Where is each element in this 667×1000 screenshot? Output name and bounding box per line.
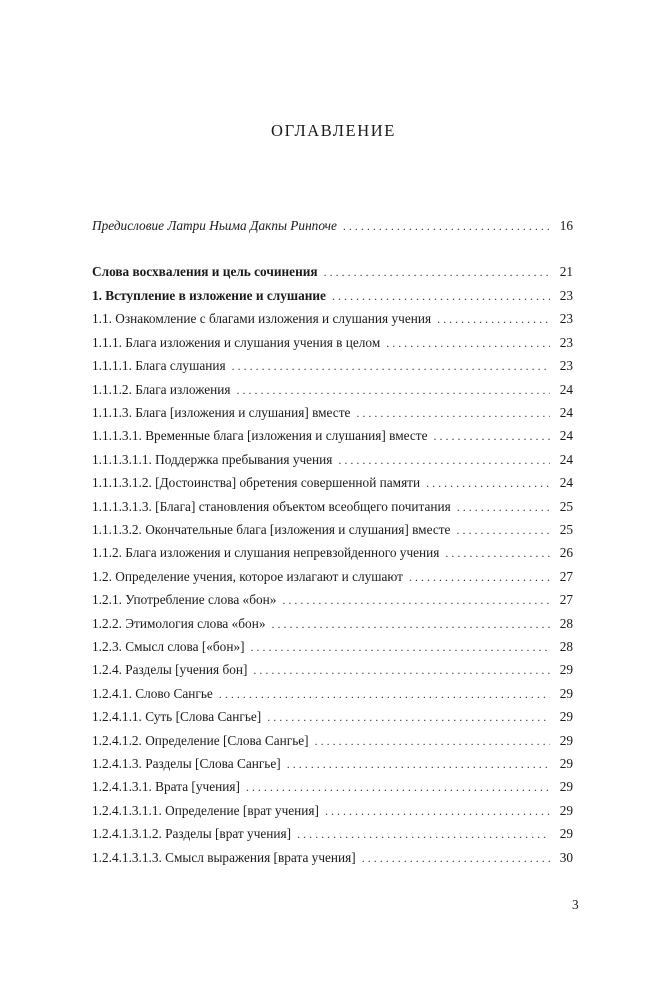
dot-leader	[246, 777, 550, 797]
toc-entry-title: 1.2.1. Употребление слова «бон»	[92, 592, 277, 608]
toc-entry-title: 1.2.4.1.3.1.3. Смысл выражения [врата учения]	[92, 849, 356, 865]
toc-entry-title: 1.1.1. Блага изложения и слушания учения в целом	[92, 334, 381, 350]
toc-entry-page: 30	[559, 849, 573, 865]
page-number: 3	[572, 897, 579, 912]
toc-entry	[92, 262, 573, 282]
dot-leader	[253, 660, 550, 680]
toc-entry-title: 1.2.3. Смысл слова [«бон»]	[92, 639, 245, 654]
dot-leader	[282, 590, 550, 610]
toc-entry-title: 1.1. Ознакомление с благами изложения и слушания учения	[92, 311, 432, 327]
toc-entry-page: 21	[559, 264, 573, 279]
toc-entry-page: 25	[559, 522, 573, 537]
dot-leader	[315, 731, 550, 751]
toc-entry	[92, 590, 573, 610]
dot-leader	[362, 848, 550, 868]
toc-entry-page: 29	[559, 732, 573, 748]
toc-entry	[92, 543, 573, 563]
toc-entry	[92, 707, 573, 727]
toc-entry	[92, 356, 573, 376]
toc-entry-title: 1.2.4.1.3.1. Врата [учения]	[92, 779, 240, 795]
toc-entry	[92, 450, 573, 470]
toc-entry-page: 29	[559, 662, 573, 678]
toc-entry	[92, 567, 573, 587]
toc-entry-title: 1.1.1.3. Блага [изложения и слушания] вместе	[92, 405, 351, 420]
page-title: ОГЛАВЛЕНИЕ	[271, 121, 396, 140]
toc-entry-title: 1.2.4.1.1. Суть [Слова Сангье]	[92, 709, 262, 725]
toc-entry-page: 24	[559, 475, 573, 491]
dot-leader	[232, 356, 550, 376]
toc-entry	[92, 497, 573, 517]
toc-entry	[92, 333, 573, 353]
toc-entry-page: 29	[559, 685, 573, 701]
toc-entry	[92, 777, 573, 797]
toc-entry-title: 1.2. Определение учения, которое излагают и слушают	[92, 568, 403, 584]
toc-entry-page: 24	[559, 428, 573, 444]
toc-entry-title: 1.2.4.1.3.1.1. Определение [врат учения]	[92, 802, 319, 818]
dot-leader	[433, 426, 550, 446]
dot-leader	[236, 380, 550, 400]
dot-leader	[456, 520, 550, 540]
dot-leader	[445, 543, 550, 563]
toc-entry-page: 23	[559, 334, 573, 350]
dot-leader	[332, 286, 550, 306]
dot-leader	[324, 262, 550, 282]
toc-entry-page: 26	[559, 545, 573, 561]
toc-entry	[92, 286, 573, 306]
toc-entry-title: 1.1.1.3.1. Временные блага [изложения и слушания] вместе	[92, 428, 428, 444]
toc-entry-title: 1.1.1.1. Блага слушания	[92, 358, 226, 374]
toc-entry	[92, 309, 573, 329]
dot-leader	[409, 567, 550, 587]
toc-entry	[92, 380, 573, 400]
toc-entry-title: 1.1.2. Блага изложения и слушания непревзойденного учения	[92, 545, 440, 561]
toc-entry-page: 25	[559, 498, 573, 514]
toc-entry	[92, 824, 573, 844]
toc-entry-page: 23	[559, 288, 573, 303]
toc-entry-title: Слова восхваления и цель сочинения	[92, 264, 318, 279]
toc-entry	[92, 848, 573, 868]
dot-leader	[251, 637, 550, 657]
toc-entry-page: 27	[559, 568, 573, 584]
toc-entry-title: 1.1.1.2. Блага изложения	[92, 381, 231, 397]
toc-entry	[92, 660, 573, 680]
dot-leader	[297, 824, 550, 844]
toc-entry-page: 24	[559, 381, 573, 397]
dot-leader	[287, 754, 550, 774]
dot-leader	[426, 473, 550, 493]
toc-entry-title: 1.1.1.3.2. Окончательные блага [изложения и слушания] вместе	[92, 522, 451, 537]
toc-entry	[92, 216, 573, 236]
dot-leader	[343, 216, 550, 236]
toc-entry-title: 1. Вступление в изложение и слушание	[92, 288, 326, 303]
dot-leader	[457, 497, 550, 517]
toc-entry	[92, 801, 573, 821]
toc-entry	[92, 403, 573, 423]
toc-entry-page: 29	[559, 826, 573, 842]
toc-entry-page: 23	[559, 311, 573, 327]
toc-entry-title: 1.2.4.1. Слово Сангье	[92, 685, 213, 701]
toc-entry	[92, 731, 573, 751]
toc-entry-page: 29	[559, 802, 573, 818]
toc-entry-page: 29	[559, 709, 573, 725]
toc-entry-page: 24	[559, 451, 573, 467]
toc-entry-page: 29	[559, 756, 573, 771]
toc-entry-page: 23	[559, 358, 573, 374]
dot-leader	[271, 614, 550, 634]
dot-leader	[219, 684, 550, 704]
toc-entry	[92, 637, 573, 657]
toc-entry-page: 27	[559, 592, 573, 608]
toc-entry	[92, 520, 573, 540]
toc-entry	[92, 754, 573, 774]
toc-entry-title: 1.1.1.3.1.2. [Достоинства] обретения совершенной памяти	[92, 475, 421, 491]
toc-entry-title: 1.1.1.3.1.1. Поддержка пребывания учения	[92, 451, 333, 467]
dot-leader	[338, 450, 550, 470]
toc-entry-title: 1.2.4. Разделы [учения бон]	[92, 662, 248, 678]
toc-entry-title: 1.2.2. Этимология слова «бон»	[92, 615, 266, 631]
toc-entry	[92, 614, 573, 634]
toc-entry-page: 16	[559, 218, 573, 233]
toc-entry-title: 1.1.1.3.1.3. [Блага] становления объектом всеобщего почитания	[92, 498, 451, 514]
dot-leader	[267, 707, 550, 727]
toc-entry	[92, 473, 573, 493]
toc-entry-title: 1.2.4.1.3. Разделы [Слова Сангье]	[92, 756, 281, 771]
toc-entry-title: 1.2.4.1.3.1.2. Разделы [врат учения]	[92, 826, 292, 842]
dot-leader	[325, 801, 550, 821]
toc-entry-title: Предисловие Латри Ньима Дакпы Ринпоче	[92, 218, 337, 233]
toc-entry-page: 28	[559, 639, 573, 654]
toc-entry-title: 1.2.4.1.2. Определение [Слова Сангье]	[92, 732, 309, 748]
dot-leader	[356, 403, 550, 423]
toc-entry-page: 28	[559, 615, 573, 631]
toc-entry-page: 24	[559, 405, 573, 420]
dot-leader	[437, 309, 550, 329]
toc-entry	[92, 426, 573, 446]
dot-leader	[386, 333, 550, 353]
toc-entry-page: 29	[559, 779, 573, 795]
toc-entry	[92, 684, 573, 704]
